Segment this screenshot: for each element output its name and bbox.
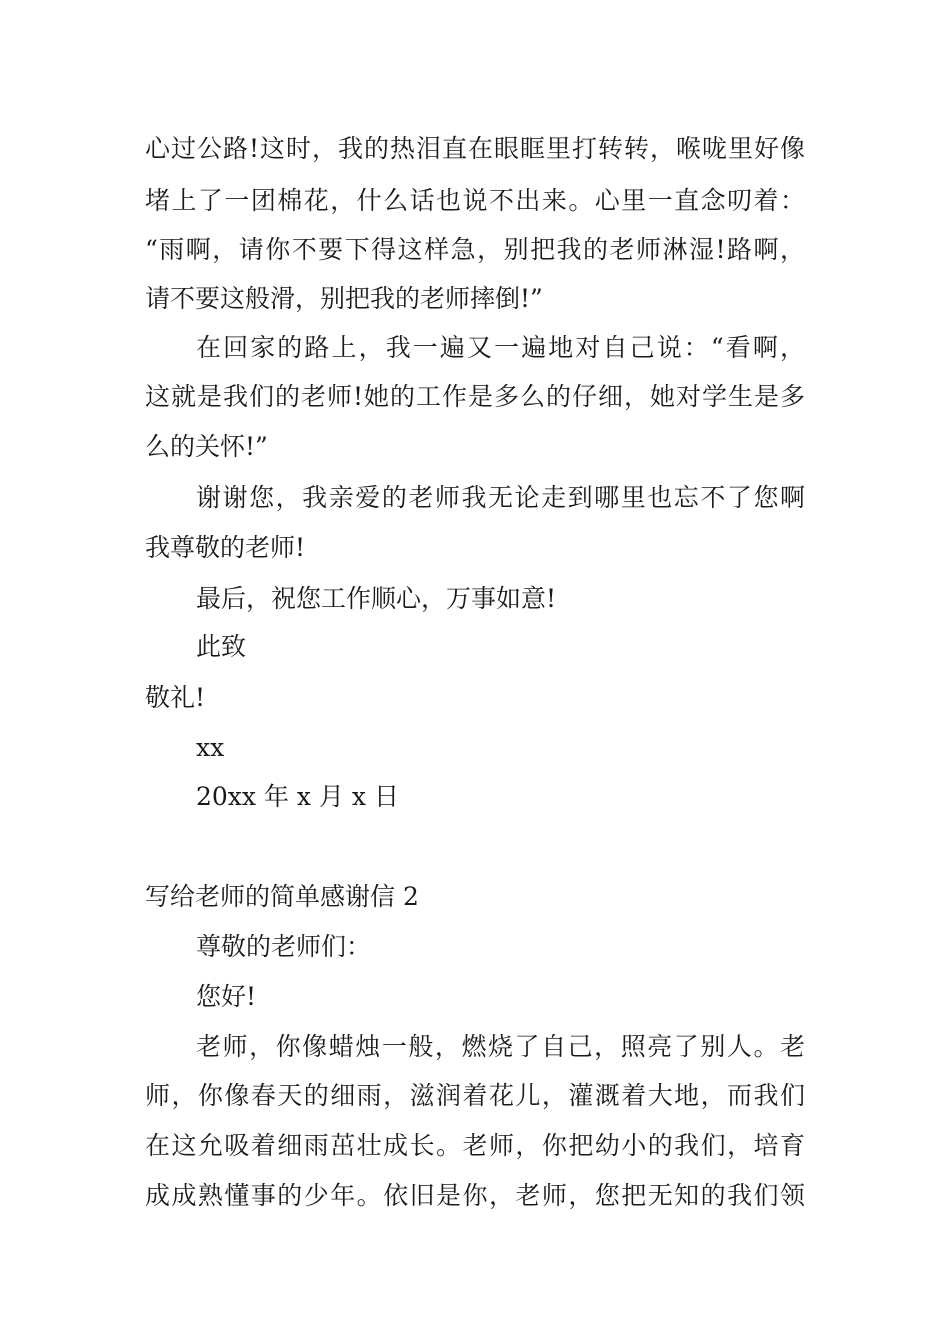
text-line-6: 这就是我们的老师!她的工作是多么的仔细，她对学生是多 <box>145 382 805 411</box>
text-line-8: 谢谢您，我亲爱的老师我无论走到哪里也忘不了您啊 <box>196 483 805 512</box>
text-line-20: 在这允吸着细雨茁壮成长。老师，你把幼小的我们，培育 <box>145 1131 805 1160</box>
text-line-10: 最后，祝您工作顺心，万事如意! <box>196 584 557 613</box>
section-heading: 写给老师的简单感谢信 2 <box>145 882 419 911</box>
text-line-4: 请不要这般滑，别把我的老师摔倒!” <box>145 284 543 313</box>
text-line-14: 20xx 年 x 月 x 日 <box>196 782 399 811</box>
text-line-17: 您好! <box>196 982 257 1011</box>
text-line-1: 心过公路!这时，我的热泪直在眼眶里打转转，喉咙里好像 <box>145 134 805 163</box>
text-line-12: 敬礼! <box>145 683 206 712</box>
text-line-19: 师，你像春天的细雨，滋润着花儿，灌溉着大地，而我们 <box>145 1081 805 1110</box>
text-line-13: xx <box>196 733 225 762</box>
text-line-21: 成成熟懂事的少年。依旧是你，老师，您把无知的我们领 <box>145 1181 805 1210</box>
text-line-2: 堵上了一团棉花，什么话也说不出来。心里一直念叨着： <box>145 186 805 215</box>
text-line-7: 么的关怀!” <box>145 432 268 461</box>
text-line-5: 在回家的路上，我一遍又一遍地对自己说：“看啊， <box>196 333 805 362</box>
text-line-9: 我尊敬的老师! <box>145 533 306 562</box>
text-line-11: 此致 <box>196 632 247 661</box>
text-line-16: 尊敬的老师们： <box>196 932 372 961</box>
text-line-3: “雨啊，请你不要下得这样急，别把我的老师淋湿!路啊， <box>145 235 805 264</box>
text-line-18: 老师，你像蜡烛一般，燃烧了自己，照亮了别人。老 <box>196 1032 805 1061</box>
